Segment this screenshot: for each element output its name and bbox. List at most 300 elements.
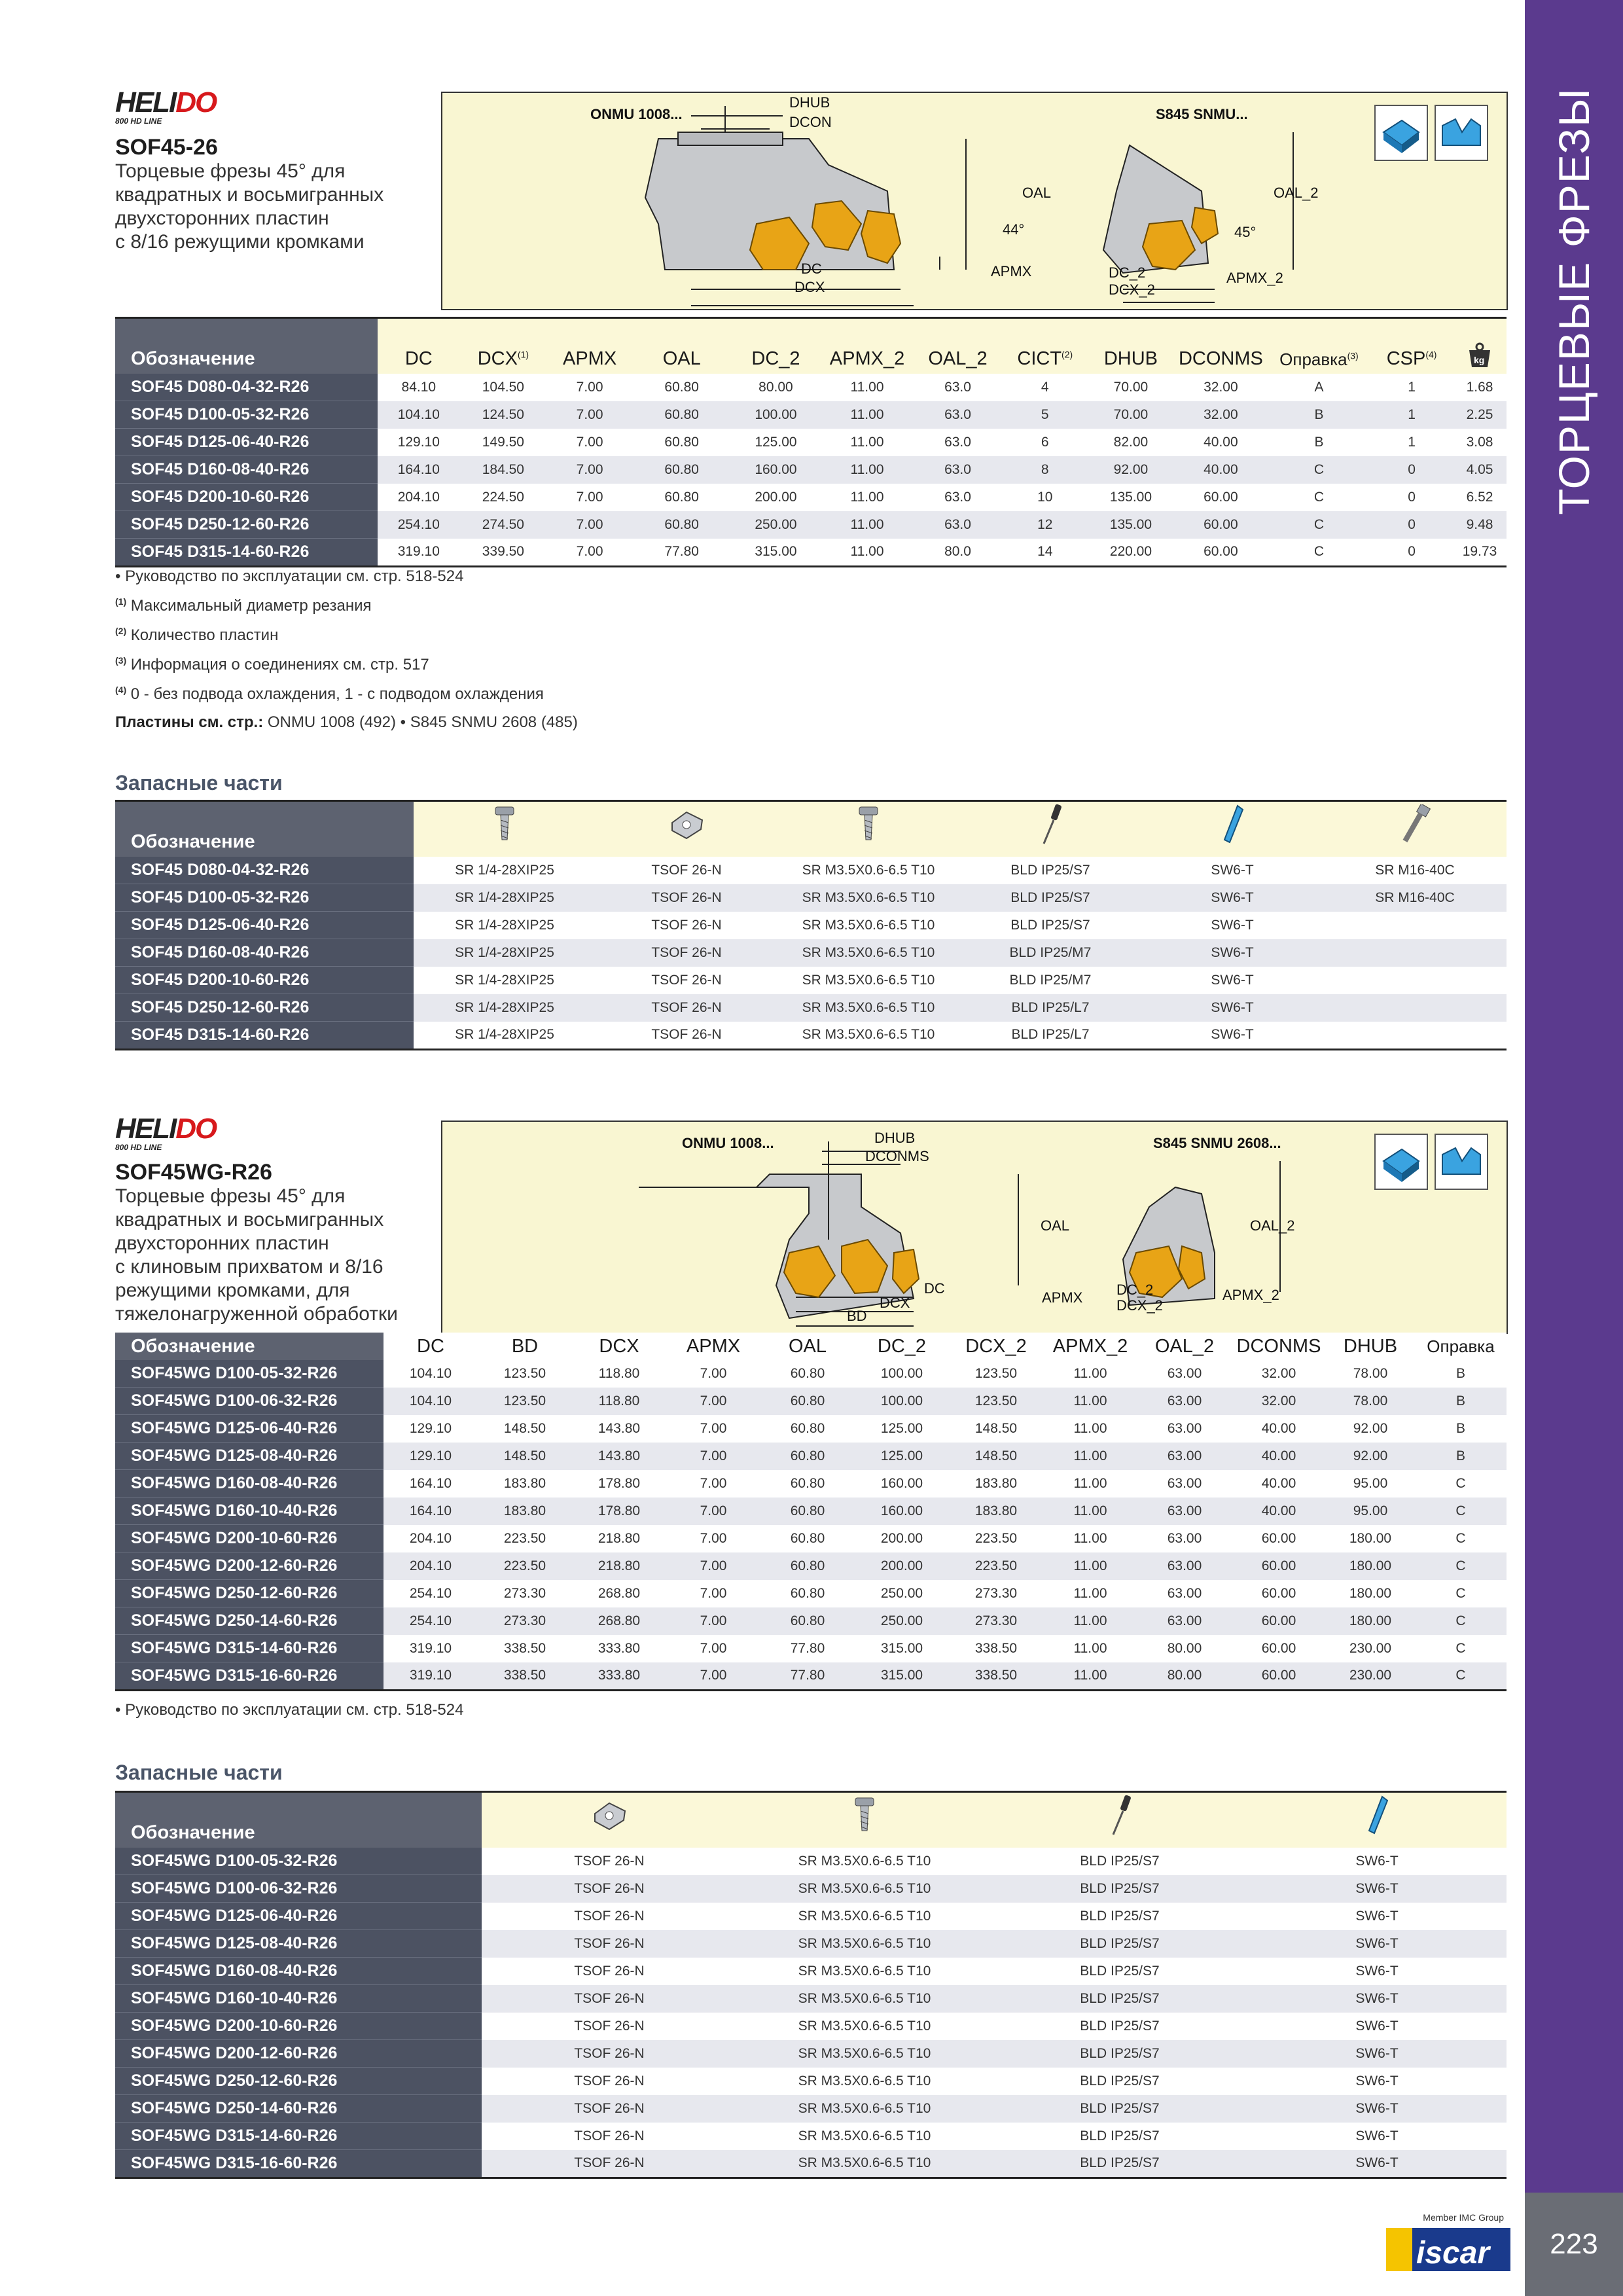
table-cell: 63.0 (913, 456, 1002, 484)
table-cell: 32.00 (1232, 1388, 1326, 1415)
table-cell: 7.00 (546, 539, 633, 567)
table-cell: 11.00 (1043, 1443, 1137, 1470)
table-cell: SR M3.5X0.6-6.5 T10 (737, 2095, 992, 2123)
table-cell: 100.00 (855, 1360, 949, 1388)
table-cell: TSOF 26-N (482, 2068, 737, 2095)
table-cell: BLD IP25/S7 (992, 1985, 1247, 2013)
screwdriver-icon (992, 1792, 1247, 1848)
table-cell: 63.00 (1137, 1607, 1232, 1635)
dim-label: DC (801, 260, 822, 277)
table-cell: C (1415, 1580, 1507, 1607)
table-cell: 1 (1370, 401, 1453, 429)
table-cell: 180.00 (1326, 1607, 1415, 1635)
table-cell: B (1415, 1388, 1507, 1415)
table-cell: 11.00 (821, 401, 914, 429)
table-cell: 63.00 (1137, 1443, 1232, 1470)
bolt-icon (1323, 801, 1507, 857)
table-cell: SR M3.5X0.6-6.5 T10 (737, 1875, 992, 1903)
table-cell: 60.00 (1232, 1580, 1326, 1607)
row-designation: SOF45 D250-12-60-R26 (115, 511, 378, 539)
table-cell: TSOF 26-N (482, 2123, 737, 2150)
table-cell: 123.50 (478, 1388, 572, 1415)
table-cell: 160.00 (855, 1498, 949, 1525)
table-cell: 32.00 (1174, 374, 1268, 401)
table-cell (1323, 1022, 1507, 1050)
table-cell: 70.00 (1088, 374, 1174, 401)
table-cell: 164.10 (383, 1498, 478, 1525)
table-cell: 60.80 (633, 374, 730, 401)
table-cell: 230.00 (1326, 1635, 1415, 1662)
table-cell: 63.00 (1137, 1580, 1232, 1607)
table-cell: A (1268, 374, 1370, 401)
table-cell: 333.80 (572, 1662, 666, 1691)
table-cell: SW6-T (1247, 2040, 1507, 2068)
cutter-drawing (442, 1122, 1507, 1333)
table-cell: SR M3.5X0.6-6.5 T10 (777, 967, 959, 994)
row-designation: SOF45WG D250-14-60-R26 (115, 1607, 383, 1635)
table-cell: 164.10 (378, 456, 460, 484)
screw-icon (777, 801, 959, 857)
table-cell: 118.80 (572, 1388, 666, 1415)
key-icon (1247, 1792, 1507, 1848)
table-cell: 7.00 (666, 1498, 760, 1525)
table-cell: 92.00 (1326, 1415, 1415, 1443)
table-cell: 183.80 (478, 1470, 572, 1498)
table-cell: 1.68 (1453, 374, 1507, 401)
table-cell: 1 (1370, 374, 1453, 401)
table-cell: BLD IP25/S7 (992, 1958, 1247, 1985)
table-cell: C (1415, 1525, 1507, 1552)
svg-text:kg: kg (1474, 355, 1485, 365)
table-cell: 7.00 (666, 1360, 760, 1388)
table-cell: 273.30 (478, 1607, 572, 1635)
table-cell: B (1268, 429, 1370, 456)
table-cell: 104.10 (383, 1388, 478, 1415)
table-row (115, 2150, 1507, 2178)
row-designation: SOF45WG D315-16-60-R26 (115, 1662, 383, 1691)
table-cell: 11.00 (1043, 1607, 1137, 1635)
col-header: DHUB (1326, 1333, 1415, 1360)
table-row (115, 1498, 1507, 1525)
dim-label: DCX (794, 279, 825, 295)
table-cell: 274.50 (460, 511, 546, 539)
table-row (115, 1662, 1507, 1691)
table-cell: 60.80 (760, 1607, 855, 1635)
footnote: • Руководство по эксплуатации см. стр. 518-524 (115, 1701, 464, 1719)
table-cell: 0 (1370, 511, 1453, 539)
table-cell: 60.80 (633, 484, 730, 511)
table-cell: 7.00 (546, 374, 633, 401)
row-designation: SOF45WG D315-16-60-R26 (115, 2150, 482, 2178)
table-cell: 254.10 (383, 1580, 478, 1607)
table-cell: C (1415, 1470, 1507, 1498)
row-designation: SOF45 D125-06-40-R26 (115, 912, 414, 939)
row-designation: SOF45 D100-05-32-R26 (115, 884, 414, 912)
table-row (115, 484, 1507, 511)
table-row (115, 1580, 1507, 1607)
table-row (115, 456, 1507, 484)
table-cell: 3.08 (1453, 429, 1507, 456)
table-cell: TSOF 26-N (482, 1958, 737, 1985)
row-designation: SOF45WG D200-12-60-R26 (115, 1552, 383, 1580)
shim-icon (596, 801, 777, 857)
table-cell: 6 (1003, 429, 1088, 456)
table-cell: 319.10 (383, 1662, 478, 1691)
col-header: OAL (760, 1333, 855, 1360)
col-header: OAL_2 (913, 318, 1002, 374)
table-cell: 63.00 (1137, 1415, 1232, 1443)
table-cell: 218.80 (572, 1552, 666, 1580)
dim-label: APMX_2 (1222, 1287, 1279, 1303)
table-cell: BLD IP25/S7 (992, 1903, 1247, 1930)
table-cell: 60.80 (633, 429, 730, 456)
dim-label: DHUB (789, 94, 830, 111)
row-designation: SOF45WG D125-08-40-R26 (115, 1930, 482, 1958)
table-cell: 178.80 (572, 1498, 666, 1525)
table-cell: 223.50 (478, 1525, 572, 1552)
table-cell: 250.00 (855, 1607, 949, 1635)
helido-logo: HELIDO 800 HD LINE (115, 86, 217, 126)
spares-title: Запасные части (115, 1761, 283, 1784)
table-cell: 11.00 (821, 374, 914, 401)
row-designation: SOF45WG D160-10-40-R26 (115, 1498, 383, 1525)
row-designation: SOF45WG D100-06-32-R26 (115, 1875, 482, 1903)
table-cell: 1 (1370, 429, 1453, 456)
table-cell: 125.00 (855, 1443, 949, 1470)
col-header: DCONMS (1174, 318, 1268, 374)
insert-square-icon (1374, 105, 1428, 161)
table-cell: 11.00 (1043, 1635, 1137, 1662)
table-cell: 60.00 (1174, 511, 1268, 539)
col-header: DCX (572, 1333, 666, 1360)
table-cell: 63.0 (913, 374, 1002, 401)
table-cell: 164.10 (383, 1470, 478, 1498)
table-cell: SR M3.5X0.6-6.5 T10 (737, 2068, 992, 2095)
table-cell: 184.50 (460, 456, 546, 484)
table-cell: 183.80 (478, 1498, 572, 1525)
table-cell: TSOF 26-N (482, 2150, 737, 2178)
dim-label: DC_2 (1109, 264, 1146, 281)
table-cell: 135.00 (1088, 511, 1174, 539)
table-cell: 63.00 (1137, 1470, 1232, 1498)
insert-square-icon (1374, 1134, 1428, 1190)
col-header: Оправка$^{(3)}$ (1268, 318, 1370, 374)
table-cell: SR M16-40C (1323, 857, 1507, 884)
weight-icon (1453, 318, 1507, 374)
table-cell: 200.00 (730, 484, 821, 511)
table-cell: SR M3.5X0.6-6.5 T10 (737, 1903, 992, 1930)
table-cell: 60.80 (760, 1498, 855, 1525)
row-designation: SOF45WG D125-06-40-R26 (115, 1415, 383, 1443)
table-cell: 7.00 (666, 1443, 760, 1470)
table-cell: 2.25 (1453, 401, 1507, 429)
row-designation: SOF45WG D160-10-40-R26 (115, 1985, 482, 2013)
row-designation: SOF45WG D200-12-60-R26 (115, 2040, 482, 2068)
col-header: APMX_2 (1043, 1333, 1137, 1360)
dim-label: BD (847, 1308, 867, 1324)
table-cell: 273.30 (949, 1580, 1043, 1607)
table-cell: B (1415, 1360, 1507, 1388)
table-cell: 148.50 (478, 1443, 572, 1470)
table-cell: 7.00 (546, 456, 633, 484)
table-cell: C (1415, 1552, 1507, 1580)
table-row (115, 1903, 1507, 1930)
col-header: APMX (546, 318, 633, 374)
col-header-name: Обозначение (115, 1333, 383, 1360)
table-cell: 223.50 (949, 1525, 1043, 1552)
col-header-name: Обозначение (115, 318, 378, 374)
table-cell: BLD IP25/S7 (959, 884, 1141, 912)
table-row (115, 1930, 1507, 1958)
row-designation: SOF45WG D315-14-60-R26 (115, 2123, 482, 2150)
row-designation: SOF45 D200-10-60-R26 (115, 967, 414, 994)
table-cell (1323, 967, 1507, 994)
table-cell: SR M3.5X0.6-6.5 T10 (777, 857, 959, 884)
sidebar-title: ТОРЦЕВЫЕ ФРЕЗЫ (1550, 87, 1598, 515)
dim-label: APMX (1042, 1289, 1083, 1306)
table-cell: TSOF 26-N (482, 2013, 737, 2040)
table-cell: 60.80 (633, 511, 730, 539)
row-designation: SOF45 D125-06-40-R26 (115, 429, 378, 456)
table-cell: SR M3.5X0.6-6.5 T10 (777, 994, 959, 1022)
product-title: SOF45WG-R26 (115, 1160, 272, 1185)
table-cell: 60.80 (633, 401, 730, 429)
table-cell: SR M3.5X0.6-6.5 T10 (777, 884, 959, 912)
row-designation: SOF45WG D200-10-60-R26 (115, 2013, 482, 2040)
dim-label: OAL (1022, 185, 1052, 201)
table-cell: 183.80 (949, 1470, 1043, 1498)
table-cell: 204.10 (383, 1525, 478, 1552)
insert-label-right: S845 SNMU... (1156, 106, 1248, 122)
table-row (115, 1552, 1507, 1580)
table-row (115, 994, 1507, 1022)
table-cell: 149.50 (460, 429, 546, 456)
insert-wedge-icon (1435, 1134, 1488, 1190)
table-row (115, 1022, 1507, 1050)
table-row (115, 1360, 1507, 1388)
table-cell: BLD IP25/S7 (992, 2040, 1247, 2068)
table-cell: SW6-T (1247, 2095, 1507, 2123)
footnotes: • Руководство по эксплуатации см. стр. 518-524 $^{(1)}$ Максимальный диаметр резания $^{(2)}$ Количество пластин $^{(3)}$ Информация о соединениях см. стр. 517 $^{(4)}$ 0 - без подвода охлаждения, 1 - с подводом охлаждения (115, 567, 544, 703)
insert-label-right: S845 SNMU 2608... (1153, 1135, 1281, 1151)
product-description: Торцевые фрезы 45° для квадратных и восьмигранных двухсторонних пластин с 8/16 режущими кромками (115, 160, 384, 253)
table-cell: 11.00 (1043, 1360, 1137, 1388)
table-cell: C (1268, 539, 1370, 567)
table-cell: SW6-T (1247, 1985, 1507, 2013)
table-cell: 180.00 (1326, 1580, 1415, 1607)
table-cell: 11.00 (1043, 1580, 1137, 1607)
table-cell: SR M3.5X0.6-6.5 T10 (737, 2123, 992, 2150)
table-cell: 104.50 (460, 374, 546, 401)
table-cell: 60.00 (1232, 1525, 1326, 1552)
table-row (115, 857, 1507, 884)
table-cell: 148.50 (949, 1443, 1043, 1470)
table-cell: SR 1/4-28XIP25 (414, 1022, 596, 1050)
table-row (115, 1415, 1507, 1443)
table-cell: SW6-T (1247, 1958, 1507, 1985)
table-cell: BLD IP25/S7 (992, 2068, 1247, 2095)
table-cell: BLD IP25/S7 (992, 1875, 1247, 1903)
row-designation: SOF45WG D125-08-40-R26 (115, 1443, 383, 1470)
table-cell: 123.50 (949, 1388, 1043, 1415)
table-cell: B (1268, 401, 1370, 429)
table-cell: BLD IP25/S7 (992, 1848, 1247, 1875)
table-cell: 40.00 (1232, 1498, 1326, 1525)
table-cell: 273.30 (949, 1607, 1043, 1635)
row-designation: SOF45 D200-10-60-R26 (115, 484, 378, 511)
dim-label: OAL (1041, 1217, 1070, 1234)
table-cell: 7.00 (546, 484, 633, 511)
table-cell: 338.50 (949, 1662, 1043, 1691)
col-header: BD (478, 1333, 572, 1360)
table-row (115, 374, 1507, 401)
table-cell: 63.00 (1137, 1388, 1232, 1415)
col-header: APMX_2 (821, 318, 914, 374)
table-cell: 92.00 (1326, 1443, 1415, 1470)
table-cell: SR M3.5X0.6-6.5 T10 (737, 2013, 992, 2040)
table-cell: 273.30 (478, 1580, 572, 1607)
table-row (115, 967, 1507, 994)
table-cell: BLD IP25/M7 (959, 939, 1141, 967)
table-cell: 11.00 (1043, 1498, 1137, 1525)
row-designation: SOF45 D315-14-60-R26 (115, 539, 378, 567)
table-cell: 230.00 (1326, 1662, 1415, 1691)
table-cell: 129.10 (383, 1415, 478, 1443)
table-cell: BLD IP25/S7 (992, 1930, 1247, 1958)
col-header-name: Обозначение (115, 1792, 482, 1848)
table-cell: 40.00 (1174, 456, 1268, 484)
table-cell: BLD IP25/L7 (959, 994, 1141, 1022)
table-cell: SW6-T (1247, 1848, 1507, 1875)
table-cell: SR M3.5X0.6-6.5 T10 (777, 912, 959, 939)
table-cell: 60.00 (1174, 539, 1268, 567)
table-row (115, 912, 1507, 939)
row-designation: SOF45 D250-12-60-R26 (115, 994, 414, 1022)
table-cell: 60.80 (760, 1525, 855, 1552)
table-cell: 5 (1003, 401, 1088, 429)
dim-label: DCX (880, 1295, 910, 1311)
table-cell: 11.00 (1043, 1552, 1137, 1580)
dim-label: 45° (1234, 224, 1257, 240)
table-cell: 338.50 (949, 1635, 1043, 1662)
table-cell: TSOF 26-N (596, 994, 777, 1022)
table-cell: 100.00 (730, 401, 821, 429)
table-cell: 77.80 (760, 1662, 855, 1691)
shim-icon (482, 1792, 737, 1848)
table-cell: 7.00 (666, 1470, 760, 1498)
table-cell: TSOF 26-N (482, 1985, 737, 2013)
table-cell: 7.00 (546, 511, 633, 539)
table-row (115, 884, 1507, 912)
product-title: SOF45-26 (115, 135, 218, 160)
table-row (115, 511, 1507, 539)
table-cell (1323, 912, 1507, 939)
table-cell: 200.00 (855, 1525, 949, 1552)
table-cell: 77.80 (633, 539, 730, 567)
dim-label: DHUB (874, 1130, 916, 1146)
table-cell: BLD IP25/S7 (959, 912, 1141, 939)
table-cell: 268.80 (572, 1607, 666, 1635)
table-cell: 60.00 (1174, 484, 1268, 511)
row-designation: SOF45WG D160-08-40-R26 (115, 1470, 383, 1498)
dim-label: APMX_2 (1226, 270, 1283, 286)
row-designation: SOF45WG D250-12-60-R26 (115, 2068, 482, 2095)
table-cell: 11.00 (821, 484, 914, 511)
row-designation: SOF45 D160-08-40-R26 (115, 939, 414, 967)
dim-label: APMX (991, 263, 1032, 279)
table-cell: 11.00 (821, 511, 914, 539)
table-cell: C (1268, 511, 1370, 539)
table-cell: TSOF 26-N (596, 912, 777, 939)
table-cell: SW6-T (1141, 994, 1323, 1022)
table-cell: 80.00 (730, 374, 821, 401)
spares-table-1 (115, 800, 1507, 1050)
row-designation: SOF45WG D100-06-32-R26 (115, 1388, 383, 1415)
table-cell: 63.0 (913, 401, 1002, 429)
dim-label: 44° (1003, 221, 1025, 238)
table-cell: 60.80 (760, 1580, 855, 1607)
table-row (115, 1443, 1507, 1470)
table-cell: 60.80 (760, 1552, 855, 1580)
table-cell: TSOF 26-N (596, 884, 777, 912)
table-cell: 0 (1370, 539, 1453, 567)
table-cell: C (1415, 1635, 1507, 1662)
table-row (115, 1985, 1507, 2013)
table-cell: 250.00 (855, 1580, 949, 1607)
table-row (115, 1958, 1507, 1985)
row-designation: SOF45 D080-04-32-R26 (115, 857, 414, 884)
col-header: DHUB (1088, 318, 1174, 374)
table-cell: 7.00 (666, 1415, 760, 1443)
table-cell: 0 (1370, 484, 1453, 511)
row-designation: SOF45 D100-05-32-R26 (115, 401, 378, 429)
table-cell: 60.80 (760, 1388, 855, 1415)
table-cell: 4.05 (1453, 456, 1507, 484)
table-cell: SR 1/4-28XIP25 (414, 912, 596, 939)
table-row (115, 1607, 1507, 1635)
table-cell: BLD IP25/M7 (959, 967, 1141, 994)
col-header: OAL (633, 318, 730, 374)
col-header: DC (383, 1333, 478, 1360)
table-cell: BLD IP25/S7 (959, 857, 1141, 884)
dim-label: DCON (789, 114, 832, 130)
col-header: Оправка (1415, 1333, 1507, 1360)
table-cell: 70.00 (1088, 401, 1174, 429)
table-cell: TSOF 26-N (482, 1903, 737, 1930)
page-number: 223 (1525, 2193, 1623, 2296)
table-cell: 60.00 (1232, 1662, 1326, 1691)
table-cell: SR 1/4-28XIP25 (414, 857, 596, 884)
table-cell: SR M3.5X0.6-6.5 T10 (737, 1930, 992, 1958)
table-cell: B (1415, 1415, 1507, 1443)
table-cell: 224.50 (460, 484, 546, 511)
table-cell: 78.00 (1326, 1360, 1415, 1388)
col-header: CSP$^{(4)}$ (1370, 318, 1453, 374)
table-cell: 315.00 (855, 1635, 949, 1662)
table-cell: 60.80 (760, 1443, 855, 1470)
table-cell: 95.00 (1326, 1470, 1415, 1498)
table-cell: 60.00 (1232, 1552, 1326, 1580)
table-cell: 95.00 (1326, 1498, 1415, 1525)
table-cell: 80.0 (913, 539, 1002, 567)
table-cell: 60.00 (1232, 1635, 1326, 1662)
table-cell: SR 1/4-28XIP25 (414, 967, 596, 994)
table-cell: SW6-T (1141, 884, 1323, 912)
table-cell: 10 (1003, 484, 1088, 511)
table-cell: 250.00 (730, 511, 821, 539)
table-cell: 63.0 (913, 429, 1002, 456)
table-cell: 60.80 (633, 456, 730, 484)
